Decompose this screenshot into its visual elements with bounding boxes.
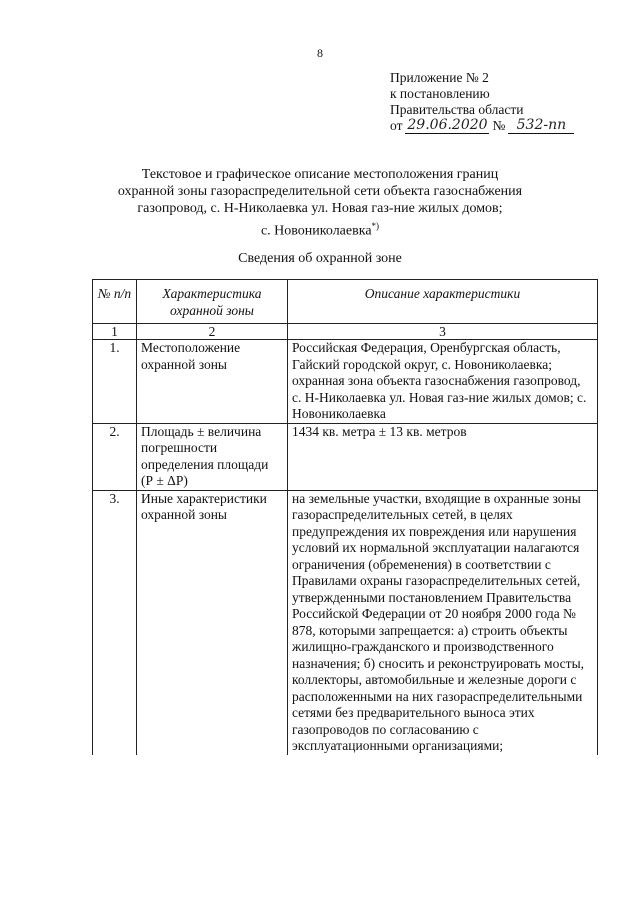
title-line-1: Текстовое и графическое описание местоположения границ: [141, 167, 499, 182]
number-prefix: №: [492, 118, 506, 133]
header-number: № п/п: [93, 280, 137, 324]
zone-info-table: [92, 279, 598, 755]
from-prefix: от: [390, 118, 403, 133]
table-row: [93, 340, 598, 424]
title-line-4-wrap: [80, 218, 560, 240]
title-line-4: с. Новониколаевка: [260, 223, 372, 239]
row-number: 2.: [93, 423, 137, 490]
row-characteristic: Иные характеристики охранной зоны: [137, 490, 288, 755]
handwritten-date: 29.06.2020: [407, 117, 488, 133]
row-characteristic: Площадь ± величина погрешности определения площади (Р ± ΔР): [137, 423, 288, 490]
header-characteristic: Характеристика охранной зоны: [137, 280, 288, 324]
header-description: Описание характеристики: [288, 280, 598, 324]
table-row: [93, 490, 598, 755]
index-cell: 3: [288, 324, 598, 340]
row-characteristic: Местоположение охранной зоны: [137, 340, 288, 424]
appendix-line-2: к постановлению: [390, 86, 490, 101]
appendix-line-1: Приложение № 2: [390, 70, 489, 85]
row-number: 3.: [93, 490, 137, 755]
footnote-mark: *): [371, 220, 380, 231]
document-title: [80, 166, 560, 239]
table-index-row: [93, 324, 598, 340]
section-subtitle: Сведения об охранной зоне: [238, 251, 402, 266]
table-row: [93, 423, 598, 490]
appendix-block: [390, 70, 574, 134]
page-number: 8: [317, 46, 323, 60]
table-header-row: [93, 280, 598, 324]
row-description: Российская Федерация, Оренбургская область, Гайский городской округ, с. Новониколаевка; охранная зона объекта газоснабжения газопровод, с. Н-Николаевка ул. Новая газ-ние жилых домов; с. Новониколаевка: [288, 340, 598, 424]
handwritten-number: 532-пп: [508, 118, 574, 134]
row-description: на земельные участки, входящие в охранные зоны газораспределительных сетей, в целях предупреждения их повреждения или нарушения условий их нормальной эксплуатации налагаются ограничения (обременения) в соответствии с Правилами охраны газораспределительных сетей, утвержденными постановлением Правительства Российской Федерации от 20 ноября 2000 года № 878, которыми запрещается: а) строить объекты жилищно-гражданского и производственного назначения; б) сносить и реконструировать мосты, коллекторы, автомобильные и железные дороги с расположенными на них газораспределительными сетями без предварительного выноса этих газопроводов по согласованию с эксплуатационными организациями;: [288, 490, 598, 755]
index-cell: 2: [137, 324, 288, 340]
appendix-line-3: Правительства области: [390, 102, 524, 117]
index-cell: 1: [93, 324, 137, 340]
title-line-3: газопровод, с. Н-Николаевка ул. Новая газ-ние жилых домов;: [137, 201, 503, 217]
row-description: 1434 кв. метра ± 13 кв. метров: [288, 423, 598, 490]
row-number: 1.: [93, 340, 137, 424]
appendix-date-line: [390, 118, 574, 134]
title-line-2: охранной зоны газораспределительной сети объекта газоснабжения: [117, 184, 523, 200]
